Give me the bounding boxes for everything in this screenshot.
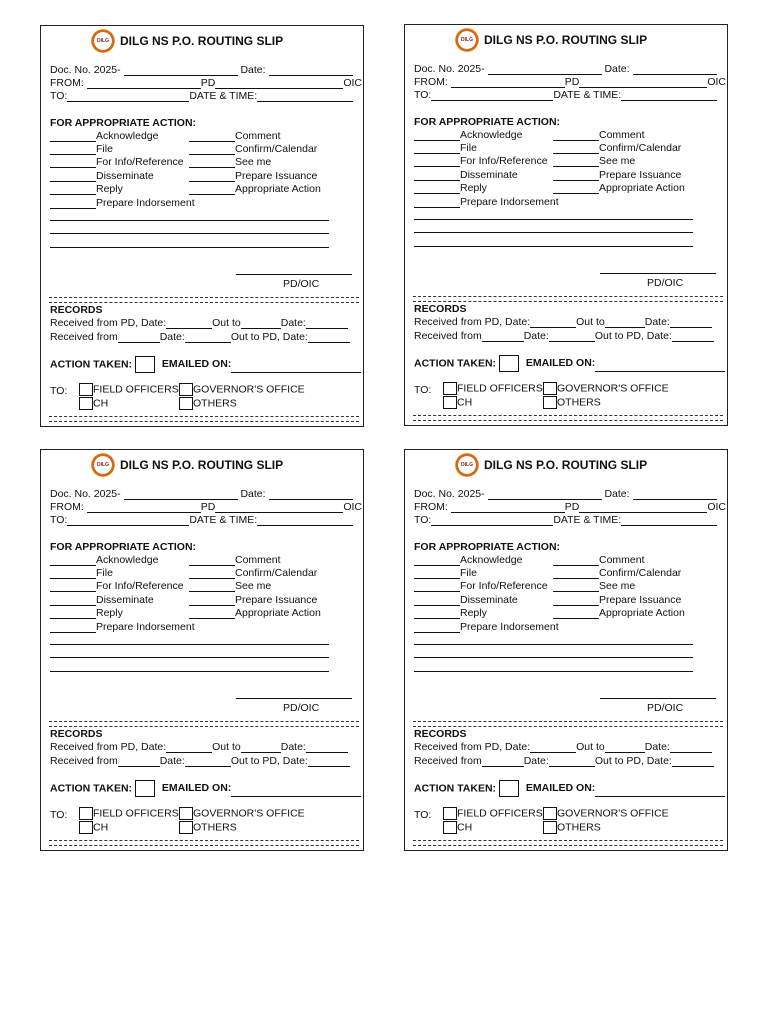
governors-office-option[interactable]: GOVERNOR'S OFFICE: [179, 383, 305, 396]
from-row: [50, 501, 362, 513]
received-from-pd-row: Received from PD, Date: Out to Date:: [414, 741, 712, 753]
from-field[interactable]: [87, 501, 201, 513]
field-officers-option[interactable]: FIELD OFFICERS: [79, 807, 179, 820]
action-file[interactable]: File: [50, 143, 113, 155]
action-acknowledge[interactable]: Acknowledge: [50, 554, 158, 566]
signature-line[interactable]: [236, 274, 352, 275]
divider-dashed: [49, 721, 359, 727]
others-option[interactable]: OTHERS: [543, 396, 601, 409]
action-info-reference[interactable]: For Info/Reference: [414, 580, 548, 592]
pd-oic-label: PD/OIC: [647, 702, 684, 714]
received-from-date-field[interactable]: [549, 330, 595, 342]
action-comment[interactable]: Comment: [189, 554, 281, 566]
bottom-divider-dashed: [413, 840, 723, 846]
from-field[interactable]: [87, 77, 201, 89]
action-taken-row: ACTION TAKEN: EMAILED ON:: [414, 780, 725, 797]
action-prepare-issuance[interactable]: Prepare Issuance: [189, 170, 317, 182]
action-prepare-indorsement[interactable]: Prepare Indorsement: [414, 196, 559, 208]
action-confirm-calendar[interactable]: Confirm/Calendar: [553, 567, 681, 579]
action-taken-checkbox[interactable]: [499, 780, 519, 797]
dilg-seal-icon: DILG: [91, 29, 115, 53]
remarks-line-3[interactable]: [414, 671, 693, 672]
governors-office-checkbox[interactable]: [543, 807, 557, 820]
records-heading: RECORDS: [414, 728, 467, 740]
signature-line[interactable]: [236, 698, 352, 699]
date-label: Date:: [240, 488, 266, 500]
slip-title: DILG NS P.O. ROUTING SLIP: [484, 33, 648, 47]
date-field[interactable]: [269, 488, 353, 500]
action-comment[interactable]: Comment: [553, 554, 645, 566]
action-prepare-indorsement[interactable]: Prepare Indorsement: [50, 621, 195, 633]
action-see-me[interactable]: See me: [553, 155, 635, 167]
from-label: FROM:: [414, 501, 448, 513]
to-field[interactable]: [431, 89, 553, 101]
slip-title: DILG NS P.O. ROUTING SLIP: [484, 458, 648, 472]
ch-option[interactable]: CH: [443, 396, 472, 409]
out-date-field[interactable]: [306, 741, 348, 753]
action-prepare-indorsement[interactable]: Prepare Indorsement: [50, 197, 195, 209]
date-time-field[interactable]: [621, 89, 717, 101]
date-field[interactable]: [633, 488, 717, 500]
pd-label: PD: [200, 501, 216, 513]
out-date-field[interactable]: [306, 317, 348, 329]
received-from-field[interactable]: [118, 331, 160, 343]
doc-no-field[interactable]: [124, 488, 238, 500]
bottom-divider-dashed: [49, 840, 359, 846]
doc-no-field[interactable]: [488, 63, 602, 75]
remarks-line-1[interactable]: [414, 219, 693, 220]
out-date-field[interactable]: [670, 741, 712, 753]
remarks-line-2[interactable]: [50, 233, 329, 234]
remarks-line-2[interactable]: [50, 657, 329, 658]
action-taken-checkbox[interactable]: [499, 355, 519, 372]
action-confirm-calendar[interactable]: Confirm/Calendar: [189, 567, 317, 579]
action-confirm-calendar[interactable]: Confirm/Calendar: [553, 142, 681, 154]
received-from-field[interactable]: [482, 330, 524, 342]
others-checkbox[interactable]: [543, 821, 557, 834]
out-to-pd-date-field[interactable]: [672, 755, 714, 767]
from-row: [414, 76, 726, 88]
date-label: Date:: [240, 64, 266, 76]
to-label-2: TO:: [50, 809, 68, 821]
governors-office-option[interactable]: GOVERNOR'S OFFICE: [543, 382, 669, 395]
received-from-field[interactable]: [118, 755, 160, 767]
bottom-divider-dashed: [413, 415, 723, 421]
ch-checkbox[interactable]: [443, 821, 457, 834]
action-acknowledge[interactable]: Acknowledge: [414, 554, 522, 566]
ch-option[interactable]: CH: [79, 821, 108, 834]
out-date-field[interactable]: [670, 316, 712, 328]
field-officers-option[interactable]: FIELD OFFICERS: [79, 383, 179, 396]
received-from-row: Received from Date: Out to PD, Date:: [414, 330, 714, 342]
to-row: [50, 90, 353, 102]
divider-dashed: [413, 296, 723, 302]
oic-label: OIC: [343, 77, 363, 89]
received-date-field[interactable]: [166, 317, 212, 329]
date-time-field[interactable]: [257, 90, 353, 102]
received-from-date-field[interactable]: [185, 755, 231, 767]
action-prepare-issuance[interactable]: Prepare Issuance: [189, 594, 317, 606]
dilg-seal-icon: DILG: [455, 28, 479, 52]
from-field[interactable]: [451, 76, 565, 88]
signature-line[interactable]: [600, 273, 716, 274]
bottom-divider-dashed: [49, 416, 359, 422]
received-from-row: Received from Date: Out to PD, Date:: [50, 331, 350, 343]
action-reply[interactable]: Reply: [50, 183, 123, 195]
date-time-label: DATE & TIME:: [553, 89, 622, 101]
records-heading: RECORDS: [414, 303, 467, 315]
action-appropriate-action[interactable]: Appropriate Action: [553, 607, 685, 619]
governors-office-checkbox[interactable]: [179, 383, 193, 396]
action-disseminate[interactable]: Disseminate: [50, 170, 154, 182]
date-time-label: DATE & TIME:: [189, 514, 258, 526]
action-prepare-issuance[interactable]: Prepare Issuance: [553, 594, 681, 606]
others-option[interactable]: OTHERS: [179, 397, 237, 410]
to-label: TO:: [414, 89, 432, 101]
pd-oic-label: PD/OIC: [283, 702, 320, 714]
doc-no-label: Doc. No. 2025-: [50, 64, 121, 76]
action-taken-row: ACTION TAKEN: EMAILED ON:: [414, 355, 725, 372]
remarks-line-3[interactable]: [50, 671, 329, 672]
date-label: Date:: [604, 63, 630, 75]
ch-checkbox[interactable]: [79, 821, 93, 834]
doc-no-label: Doc. No. 2025-: [414, 63, 485, 75]
ch-checkbox[interactable]: [443, 396, 457, 409]
received-date-field[interactable]: [166, 741, 212, 753]
action-comment[interactable]: Comment: [553, 129, 645, 141]
records-heading: RECORDS: [50, 304, 103, 316]
action-confirm-calendar[interactable]: Confirm/Calendar: [189, 143, 317, 155]
remarks-line-1[interactable]: [50, 644, 329, 645]
to-label-2: TO:: [414, 809, 432, 821]
out-to-pd-date-field[interactable]: [308, 331, 350, 343]
for-action-heading: FOR APPROPRIATE ACTION:: [50, 117, 197, 129]
routing-slip-bottom-right: [404, 449, 728, 851]
action-see-me[interactable]: See me: [189, 156, 271, 168]
field-officers-checkbox[interactable]: [443, 807, 457, 820]
doc-no-field[interactable]: [488, 488, 602, 500]
routing-slip-top-left: [40, 25, 364, 427]
date-time-label: DATE & TIME:: [189, 90, 258, 102]
governors-office-checkbox[interactable]: [179, 807, 193, 820]
action-disseminate[interactable]: Disseminate: [414, 169, 518, 181]
others-checkbox[interactable]: [179, 397, 193, 410]
to-field[interactable]: [67, 514, 189, 526]
oic-label: OIC: [707, 76, 727, 88]
out-to-field[interactable]: [605, 741, 645, 753]
divider-dashed: [413, 721, 723, 727]
received-from-field[interactable]: [482, 755, 524, 767]
remarks-line-1[interactable]: [50, 220, 329, 221]
date-field[interactable]: [633, 63, 717, 75]
for-action-heading: FOR APPROPRIATE ACTION:: [414, 116, 561, 128]
remarks-line-3[interactable]: [50, 247, 329, 248]
emailed-on-field[interactable]: [595, 785, 725, 797]
for-action-heading: FOR APPROPRIATE ACTION:: [50, 541, 197, 553]
action-taken-row: ACTION TAKEN: EMAILED ON:: [50, 356, 361, 373]
pd-label: PD: [200, 77, 216, 89]
slip-title: DILG NS P.O. ROUTING SLIP: [120, 458, 284, 472]
field-officers-option[interactable]: FIELD OFFICERS: [443, 382, 543, 395]
emailed-on-field[interactable]: [231, 785, 361, 797]
slip-header: [455, 28, 647, 52]
emailed-on-field[interactable]: [595, 360, 725, 372]
doc-no-row: [50, 488, 353, 500]
field-officers-checkbox[interactable]: [79, 383, 93, 396]
date-time-field[interactable]: [257, 514, 353, 526]
field-officers-checkbox[interactable]: [79, 807, 93, 820]
out-to-field[interactable]: [605, 316, 645, 328]
slip-header: [91, 29, 283, 53]
received-date-field[interactable]: [530, 316, 576, 328]
governors-office-option[interactable]: GOVERNOR'S OFFICE: [543, 807, 669, 820]
remarks-line-2[interactable]: [414, 657, 693, 658]
routing-slip-bottom-left: [40, 449, 364, 851]
doc-no-row: [414, 63, 717, 75]
remarks-line-2[interactable]: [414, 232, 693, 233]
action-prepare-issuance[interactable]: Prepare Issuance: [553, 169, 681, 181]
to-field[interactable]: [431, 514, 553, 526]
action-appropriate-action[interactable]: Appropriate Action: [189, 607, 321, 619]
to-row: [50, 514, 353, 526]
date-time-label: DATE & TIME:: [553, 514, 622, 526]
received-from-row: Received from Date: Out to PD, Date:: [414, 755, 714, 767]
from-label: FROM:: [50, 77, 84, 89]
received-from-pd-row: Received from PD, Date: Out to Date:: [50, 317, 348, 329]
action-reply[interactable]: Reply: [414, 182, 487, 194]
others-option[interactable]: OTHERS: [179, 821, 237, 834]
dilg-seal-icon: DILG: [455, 453, 479, 477]
pd-oic-label: PD/OIC: [647, 277, 684, 289]
received-date-field[interactable]: [530, 741, 576, 753]
action-taken-checkbox[interactable]: [135, 356, 155, 373]
pd-label: PD: [564, 501, 580, 513]
field-officers-option[interactable]: FIELD OFFICERS: [443, 807, 543, 820]
pd-field[interactable]: [215, 501, 343, 513]
action-reply[interactable]: Reply: [50, 607, 123, 619]
action-acknowledge[interactable]: Acknowledge: [50, 130, 158, 142]
from-field[interactable]: [451, 501, 565, 513]
pd-field[interactable]: [579, 501, 707, 513]
doc-no-row: [50, 64, 353, 76]
date-label: Date:: [604, 488, 630, 500]
slip-header: [91, 453, 283, 477]
from-label: FROM:: [50, 501, 84, 513]
action-info-reference[interactable]: For Info/Reference: [414, 155, 548, 167]
action-taken-row: ACTION TAKEN: EMAILED ON:: [50, 780, 361, 797]
to-label: TO:: [50, 90, 68, 102]
ch-option[interactable]: CH: [443, 821, 472, 834]
received-from-date-field[interactable]: [549, 755, 595, 767]
ch-option[interactable]: CH: [79, 397, 108, 410]
from-label: FROM:: [414, 76, 448, 88]
emailed-on-field[interactable]: [231, 361, 361, 373]
governors-office-checkbox[interactable]: [543, 382, 557, 395]
oic-label: OIC: [707, 501, 727, 513]
out-to-pd-date-field[interactable]: [672, 330, 714, 342]
action-file[interactable]: File: [414, 142, 477, 154]
pd-field[interactable]: [579, 76, 707, 88]
action-disseminate[interactable]: Disseminate: [50, 594, 154, 606]
dilg-seal-icon: DILG: [91, 453, 115, 477]
received-from-pd-row: Received from PD, Date: Out to Date:: [414, 316, 712, 328]
doc-no-row: [414, 488, 717, 500]
received-from-pd-row: Received from PD, Date: Out to Date:: [50, 741, 348, 753]
to-row: [414, 514, 717, 526]
pd-oic-label: PD/OIC: [283, 278, 320, 290]
signature-line[interactable]: [600, 698, 716, 699]
action-comment[interactable]: Comment: [189, 130, 281, 142]
to-row: [414, 89, 717, 101]
action-disseminate[interactable]: Disseminate: [414, 594, 518, 606]
date-field[interactable]: [269, 64, 353, 76]
routing-slip-top-right: [404, 24, 728, 426]
received-from-row: Received from Date: Out to PD, Date:: [50, 755, 350, 767]
to-label-2: TO:: [414, 384, 432, 396]
oic-label: OIC: [343, 501, 363, 513]
to-label: TO:: [50, 514, 68, 526]
governors-office-option[interactable]: GOVERNOR'S OFFICE: [179, 807, 305, 820]
received-from-date-field[interactable]: [185, 331, 231, 343]
to-label-2: TO:: [50, 385, 68, 397]
action-see-me[interactable]: See me: [189, 580, 271, 592]
doc-no-field[interactable]: [124, 64, 238, 76]
others-option[interactable]: OTHERS: [543, 821, 601, 834]
out-to-field[interactable]: [241, 317, 281, 329]
out-to-field[interactable]: [241, 741, 281, 753]
action-prepare-indorsement[interactable]: Prepare Indorsement: [414, 621, 559, 633]
remarks-line-3[interactable]: [414, 246, 693, 247]
action-appropriate-action[interactable]: Appropriate Action: [553, 182, 685, 194]
remarks-line-1[interactable]: [414, 644, 693, 645]
action-file[interactable]: File: [414, 567, 477, 579]
action-acknowledge[interactable]: Acknowledge: [414, 129, 522, 141]
pd-label: PD: [564, 76, 580, 88]
for-action-heading: FOR APPROPRIATE ACTION:: [414, 541, 561, 553]
doc-no-label: Doc. No. 2025-: [50, 488, 121, 500]
action-see-me[interactable]: See me: [553, 580, 635, 592]
to-field[interactable]: [67, 90, 189, 102]
others-checkbox[interactable]: [179, 821, 193, 834]
action-reply[interactable]: Reply: [414, 607, 487, 619]
action-appropriate-action[interactable]: Appropriate Action: [189, 183, 321, 195]
action-info-reference[interactable]: For Info/Reference: [50, 580, 184, 592]
action-file[interactable]: File: [50, 567, 113, 579]
from-row: [414, 501, 726, 513]
date-time-field[interactable]: [621, 514, 717, 526]
from-row: [50, 77, 362, 89]
action-info-reference[interactable]: For Info/Reference: [50, 156, 184, 168]
pd-field[interactable]: [215, 77, 343, 89]
records-heading: RECORDS: [50, 728, 103, 740]
slip-header: [455, 453, 647, 477]
divider-dashed: [49, 297, 359, 303]
ch-checkbox[interactable]: [79, 397, 93, 410]
doc-no-label: Doc. No. 2025-: [414, 488, 485, 500]
action-taken-checkbox[interactable]: [135, 780, 155, 797]
out-to-pd-date-field[interactable]: [308, 755, 350, 767]
to-label: TO:: [414, 514, 432, 526]
others-checkbox[interactable]: [543, 396, 557, 409]
field-officers-checkbox[interactable]: [443, 382, 457, 395]
slip-title: DILG NS P.O. ROUTING SLIP: [120, 34, 284, 48]
